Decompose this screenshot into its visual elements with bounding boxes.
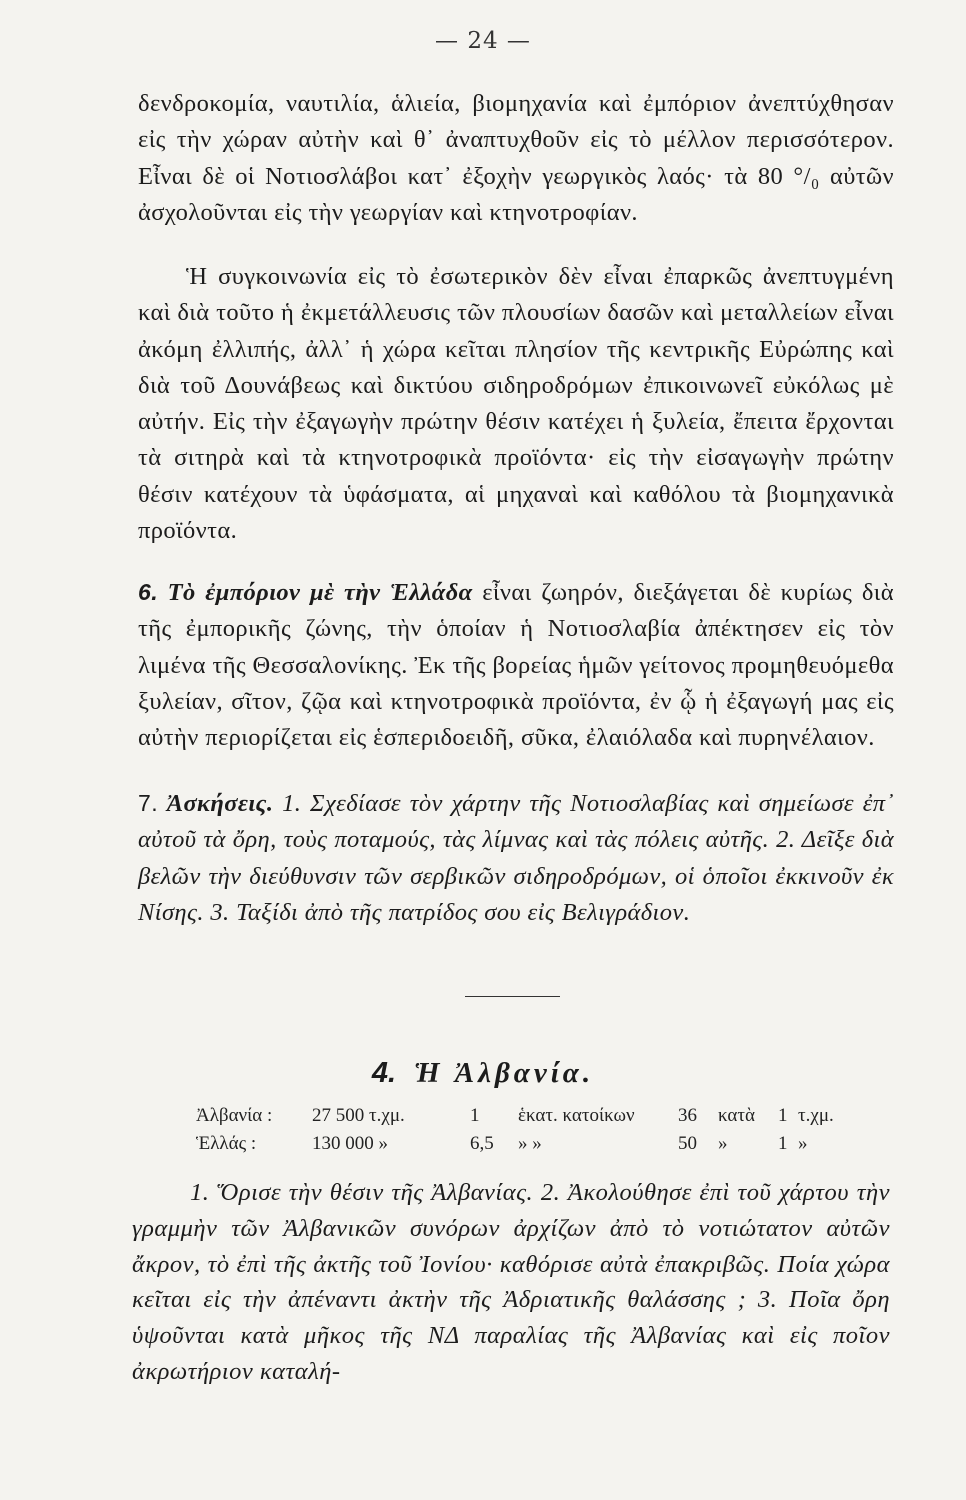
table-cell: Ἀλβανία : [196, 1105, 273, 1126]
table-row [196, 1133, 834, 1161]
chapter-title: Ἡ Ἀλβανία. [414, 1057, 595, 1089]
page-number: — 24 — [435, 28, 531, 54]
table-cell: 130 000 » [312, 1133, 388, 1154]
table-cell: τ.χμ. [798, 1105, 834, 1126]
table-cell: 36 [678, 1105, 697, 1126]
chapter-number: 4. [371, 1057, 397, 1089]
section-number: 6. [138, 579, 158, 605]
section-title: Τὸ ἐμπόριον μὲ τὴν Ἑλλάδα [167, 579, 473, 606]
section-text: 1. Σχεδίασε τὸν χάρτην τῆς Νοτιοσλαβίας καὶ σημείωσε ἐπ᾽ αὐτοῦ τὰ ὄρη, τοὺς ποταμούς, τὰς λίμνας καὶ τὰς πόλεις αὐτῆς. 2. Δεῖξε διὰ βελῶν τὴν διεύθυνσιν τῶν σερβικῶν σιδηροδρόμων, οἱ ὁποῖοι ἐκκινοῦν ἐκ Νίσης. 3. Ταξίδι ἀπὸ τῆς πατρίδος σου εἰς Βελιγράδιον. [138, 790, 894, 926]
table-cell: 27 500 τ.χμ. [312, 1105, 405, 1126]
table-cell: 1 [470, 1105, 480, 1126]
table-cell: Ἑλλάς : [196, 1133, 257, 1154]
table-cell: ἑκατ. κατοίκων [518, 1105, 635, 1126]
chapter-heading [0, 1057, 966, 1090]
table-cell: 50 [678, 1133, 697, 1154]
table-cell: » [798, 1133, 808, 1154]
paragraph-agriculture: δενδροκομία, ναυτιλία, ἁλιεία, βιομηχανία καὶ ἐμπόριον ἀνεπτύχθησαν εἰς τὴν χώραν αὐτὴν καὶ θ᾽ ἀναπτυχθοῦν εἰς τὸ μέλλον περισσότερον. Εἶναι δὲ οἱ Νοτιοσλάβοι κατ᾽ ἐξοχὴν γεωργικὸς λαός· τὰ 80 °/₀ αὐτῶν ἀσχολοῦνται εἰς τὴν γεωργίαν καὶ κτηνοτροφίαν. [138, 90, 894, 226]
table-row [196, 1105, 834, 1133]
table-cell: 6,5 [470, 1133, 494, 1154]
table-cell: κατὰ [718, 1105, 755, 1126]
table-cell: » » [518, 1133, 542, 1154]
divider-rule [465, 996, 560, 997]
paragraph-communication: Ἡ συγκοινωνία εἰς τὸ ἐσωτερικὸν δὲν εἶναι ἐπαρκῶς ἀνεπτυγμένη καὶ διὰ τοῦτο ἡ ἐκμετάλλευσις τῶν πλουσίων δασῶν καὶ μεταλλείων εἶναι ἀκόμη ἐλλιπής, ἀλλ᾽ ἡ χώρα κεῖται πλησίον τῆς κεντρικῆς Εὐρώπης καὶ διὰ τοῦ Δουνάβεως καὶ δικτύου σιδηροδρόμων ἐπικοινωνεῖ εὐκόλως μὲ αὐτήν. Εἰς τὴν ἐξαγωγὴν πρώτην θέσιν κατέχει ἡ ξυλεία, ἔπειτα ἔρχονται τὰ σιτηρὰ καὶ τὰ κτηνοτροφικὰ προϊόντα· εἰς τὴν εἰσαγωγὴν πρώτην θέσιν κατέχουν τὰ ὑφάσματα, αἱ μηχαναὶ καὶ καθόλου τὰ βιομηχανικὰ προϊόντα. [138, 263, 894, 545]
section-trade-with-greece [138, 574, 894, 756]
albania-exercises: 1. Ὅρισε τὴν θέσιν τῆς Ἀλβανίας. 2. Ἀκολούθησε ἐπὶ τοῦ χάρτου τὴν γραμμὴν τῶν Ἀλβανικῶν συνόρων ἀρχίζων ἀπὸ τὸ νοτιώτατον αὐτῶν ἄκρον, τὸ ἐπὶ τῆς ἀκτῆς τοῦ Ἰονίου· καθόρισε αὐτὰ ἐπακριβῶς. Ποία χώρα κεῖται εἰς τὴν ἀπέναντι ἀκτὴν τῆς Ἀδριατικῆς θαλάσσης ; 3. Ποῖα ὄρη ὑψοῦνται κατὰ μῆκος τῆς ΝΔ παραλίας τῆς Ἀλβανίας καὶ εἰς ποῖον ἀκρωτήριον καταλή- [132, 1179, 890, 1385]
section-text: εἶναι ζωηρόν, διεξάγεται δὲ κυρίως διὰ τῆς ἐμπορικῆς ζώνης, τὴν ὁποίαν ἡ Νοτιοσλαβία ἀπέκτησεν εἰς τὸν λιμένα τῆς Θεσσαλονίκης. Ἐκ τῆς βορείας ἡμῶν γείτονος προμηθευόμεθα ξυλείαν, σῖτον, ζῷα καὶ κτηνοτροφικὰ προϊόντα, ἐν ᾧ ἡ ἐξαγωγή μας εἰς αὐτὴν περιορίζεται εἰς ἑσπεριδοειδῆ, σῦκα, ἐλαιόλαδα καὶ πυρηνέλαιον. [138, 579, 895, 752]
table-cell: » [718, 1133, 728, 1154]
table-cell: 1 [778, 1105, 788, 1126]
section-number: 7. [138, 790, 158, 816]
statistics-table [196, 1105, 834, 1161]
section-exercises [138, 785, 894, 931]
section-title: Ἀσκήσεις. [166, 790, 274, 817]
table-cell: 1 [778, 1133, 788, 1154]
